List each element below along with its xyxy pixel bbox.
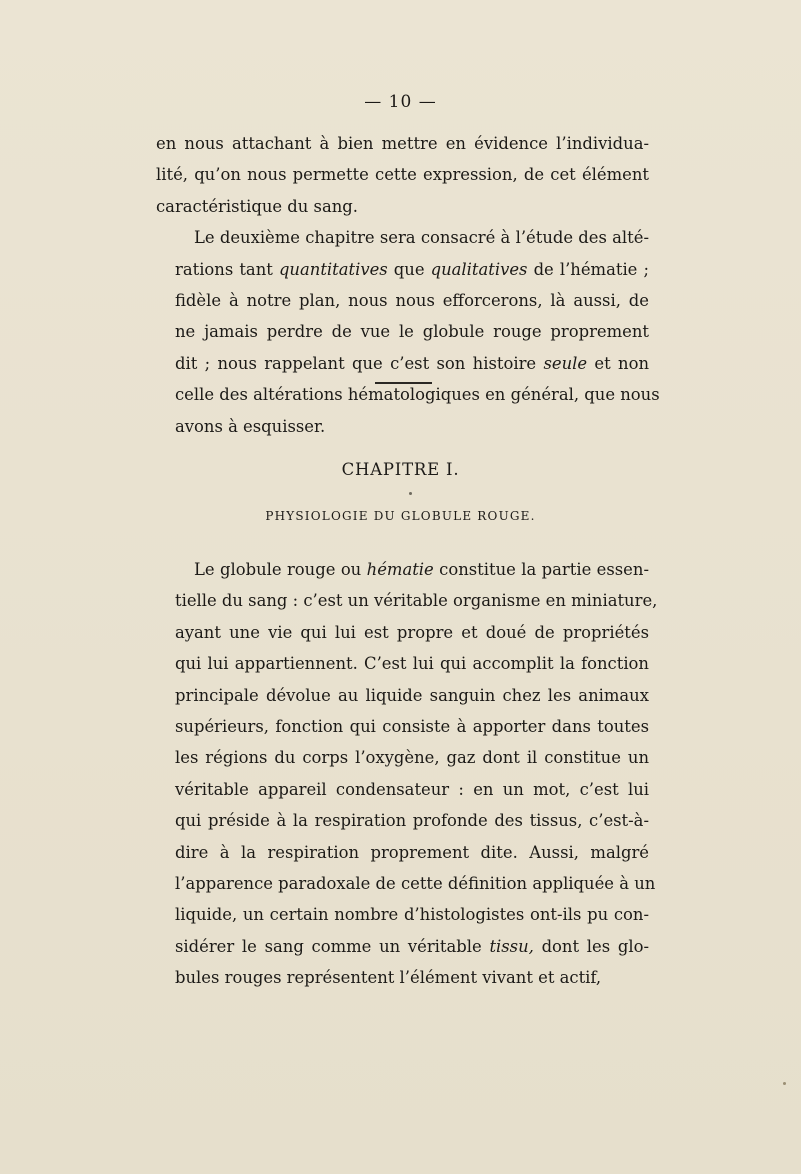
page-number: — 10 — — [364, 92, 437, 112]
text-line: qui lui appartiennent. C’est lui qui accomplit la fonction — [175, 654, 649, 674]
text-line: Le globule rouge ou hématie constitue la partie essen- — [194, 560, 649, 579]
text-line: celle des altérations hématologiques en général, que nous — [175, 385, 660, 405]
italic-term: tissu, — [489, 936, 534, 956]
body-text — [156, 554, 658, 994]
text-line: qui préside à la respiration profonde des tissus, c’est-à- — [175, 811, 649, 831]
ornament-dot — [409, 492, 412, 495]
intro-text — [156, 128, 660, 442]
text-line: Le deuxième chapitre sera consacré à l’étude des alté- — [194, 228, 649, 248]
section-divider — [375, 382, 432, 384]
text-line: caractéristique du sang. — [156, 196, 359, 216]
text-line: bules rouges représentent l’élément vivant et actif, — [175, 968, 602, 988]
text-line: liquide, un certain nombre d’histologistes ont-ils pu con- — [175, 905, 649, 925]
plan-paragraph — [156, 222, 660, 442]
text-line: avons à esquisser. — [175, 416, 326, 436]
italic-term: seule — [543, 353, 588, 373]
section-title: PHYSIOLOGIE DU GLOBULE ROUGE. — [265, 509, 536, 523]
text-line: dire à la respiration proprement dite. Aussi, malgré — [175, 842, 649, 862]
text-line: lité, qu’on nous permette cette expression, de cet élément — [156, 165, 649, 185]
text-line: rations tant quantitatives que qualitatives de l’hématie ; — [175, 259, 649, 279]
italic-term: quantitatives — [278, 259, 388, 279]
text-line: principale dévolue au liquide sanguin chez les animaux — [175, 685, 649, 705]
chapter-heading: CHAPITRE I. — [341, 460, 460, 479]
text-line: véritable appareil condensateur : en un mot, c’est lui — [175, 779, 649, 799]
italic-term: hématie — [366, 560, 434, 579]
intro-paragraph-end — [156, 128, 649, 222]
text-line: supérieurs, fonction qui consiste à apporter dans toutes — [175, 717, 649, 737]
text-line: tielle du sang : c’est un véritable organisme en miniature, — [175, 591, 658, 611]
text-line: ayant une vie qui lui est propre et doué de propriétés — [175, 622, 649, 642]
text-line: fidèle à notre plan, nous nous efforcerons, là aussi, de — [175, 291, 649, 311]
body-paragraph — [156, 554, 658, 994]
text-line: sidérer le sang comme un véritable tissu, dont les glo- — [175, 936, 649, 956]
text-line: les régions du corps l’oxygène, gaz dont il constitue un — [175, 748, 649, 768]
italic-term: qualitatives — [430, 259, 528, 279]
paper-speck — [783, 1082, 786, 1085]
text-line: l’apparence paradoxale de cette définition appliquée à un — [175, 874, 656, 894]
text-line: en nous attachant à bien mettre en évidence l’individua- — [156, 134, 649, 153]
text-line: dit ; nous rappelant que c’est son histoire seule et non — [175, 353, 650, 373]
text-line: ne jamais perdre de vue le globule rouge proprement — [175, 322, 649, 342]
